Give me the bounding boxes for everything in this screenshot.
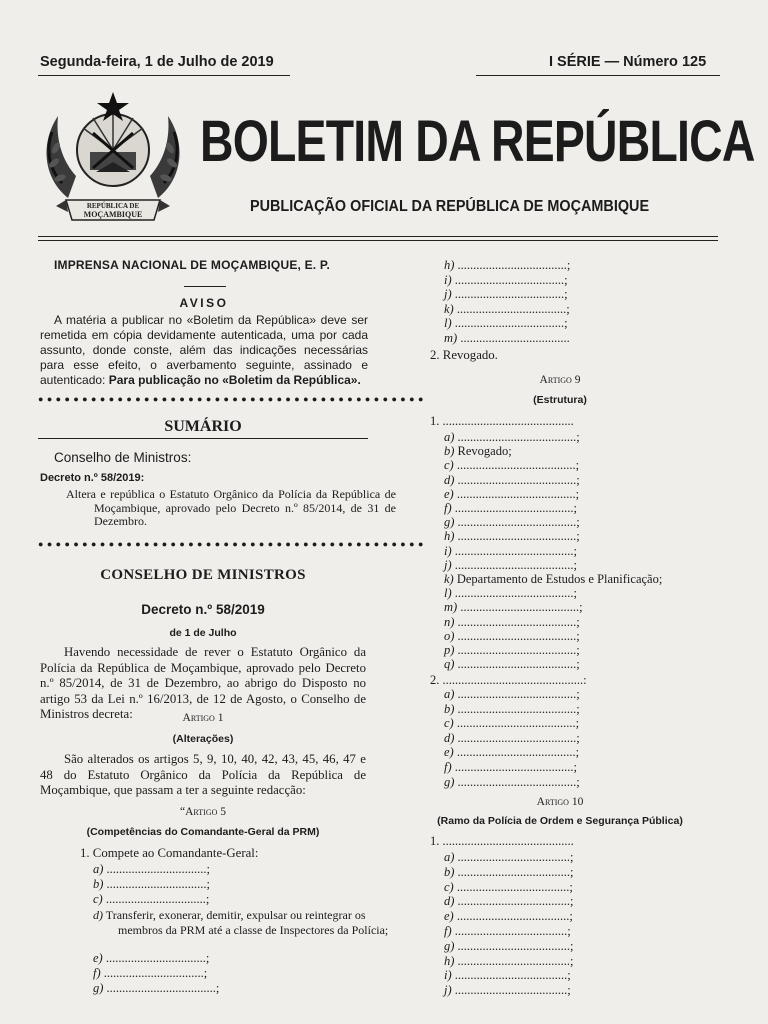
list-item <box>444 880 573 895</box>
list-item-text: ......................................; <box>457 730 580 745</box>
imprensa-heading: IMPRENSA NACIONAL DE MOÇAMBIQUE, E. P. <box>54 258 331 272</box>
list-item-text: Departamento de Estudos e Planificação; <box>456 572 663 586</box>
list-item <box>444 430 580 445</box>
list-item <box>93 951 209 966</box>
list-item-text: ....................................; <box>456 879 573 894</box>
list-item <box>444 657 580 672</box>
list-item-text: ...................................; <box>454 316 568 330</box>
list-item <box>444 939 574 954</box>
list-item-label: c) <box>444 716 454 731</box>
list-item-text: ....................................; <box>454 983 571 998</box>
publication-title: BOLETIM DA REPÚBLICA <box>200 109 755 174</box>
list-item-label: f) <box>93 966 101 980</box>
list-item-text: ...................................; <box>454 272 568 287</box>
list-item <box>444 258 570 273</box>
list-item-label: i) <box>444 968 452 983</box>
preamble: Havendo necessidade de rever o Estatuto Orgânico da Polícia da República de Moçambique, aprovado pelo Decreto n.º 85/2014, de 31 de Dezembro, ao abrigo do Disposto no artigo 53 da Lei n.º 16/2013, de 12 de Agosto, o Conselho de Ministros decreta: <box>40 645 366 722</box>
svg-text:REPÚBLICA DE: REPÚBLICA DE <box>86 202 140 210</box>
list-item <box>444 775 580 790</box>
artigo-10-sub: (Ramo da Polícia de Ordem e Segurança Pública) <box>437 815 683 827</box>
aviso-title: AVISO <box>179 296 229 310</box>
svg-text:MOÇAMBIQUE: MOÇAMBIQUE <box>83 210 143 219</box>
series-underline <box>476 75 720 76</box>
list-item-text: ...................................; <box>456 301 570 316</box>
list-item-text: ......................................; <box>457 657 580 672</box>
list-item-label: o) <box>444 628 455 643</box>
list-item-label: a) <box>444 687 455 701</box>
list-item <box>444 586 577 601</box>
issue-series-number: I SÉRIE — Número 125 <box>549 54 707 70</box>
list-item-label: i) <box>444 543 452 558</box>
list-item-text: ......................................; <box>457 614 580 629</box>
artigo-5-item-1: 1. Compete ao Comandante-Geral: <box>80 846 259 860</box>
list-item-text: ....................................; <box>454 924 571 938</box>
list-item-text: ......................................; <box>457 774 580 789</box>
artigo-9-par-1: 1. .......................................... <box>430 414 574 428</box>
issue-date: Segunda-feira, 1 de Julho de 2019 <box>40 54 274 70</box>
list-item-label: h) <box>444 953 455 968</box>
list-item <box>444 745 579 760</box>
list-item <box>444 600 583 615</box>
publication-subtitle: PUBLICAÇÃO OFICIAL DA REPÚBLICA DE MOÇAMBIQUE <box>250 198 650 215</box>
coat-of-arms-emblem <box>38 88 188 228</box>
list-item-label: f) <box>444 924 452 938</box>
list-item-text: ...................................; <box>106 981 220 995</box>
decreto-summary: Altera e república o Estatuto Orgânico da Polícia da República de Moçambique, aprovado pelo Decreto n.º 85/2014, de 31 de Dezembro. <box>66 487 396 528</box>
list-item-text: ....................................; <box>454 968 571 983</box>
list-item-text: ......................................; <box>457 628 580 643</box>
list-item <box>93 966 207 981</box>
list-item <box>444 687 580 702</box>
list-item-label: i) <box>444 272 452 287</box>
list-item-label: c) <box>444 458 454 473</box>
list-item-text: ................................... <box>460 330 570 345</box>
list-item-text: ......................................; <box>457 643 580 657</box>
list-item <box>444 716 579 731</box>
item-d-text: Transferir, exonerar, demitir, expulsar ou reintegrar os membros da PRM até a classe de Inspectores da Polícia; <box>105 908 389 937</box>
list-item-label: d) <box>444 894 455 909</box>
list-item <box>444 501 577 516</box>
list-item-label: a) <box>444 430 455 444</box>
bullet-divider-1: ●●●●●●●●●●●●●●●●●●●●●●●●●●●●●●●●●●●●●●●●●●●● <box>38 394 427 404</box>
list-item-text: ....................................; <box>457 953 574 968</box>
list-item <box>444 515 580 530</box>
list-item-label: b) <box>93 877 104 891</box>
list-item <box>444 316 568 331</box>
revogado-2: 2. Revogado. <box>430 348 498 362</box>
list-item <box>444 529 580 544</box>
list-item-label: n) <box>444 614 455 629</box>
list-item <box>444 629 580 644</box>
list-item-label: l) <box>444 316 452 330</box>
list-item-label: e) <box>444 745 454 760</box>
list-item-label: j) <box>444 983 452 998</box>
list-item <box>444 731 580 746</box>
list-item <box>444 968 571 983</box>
list-item-label: m) <box>444 330 458 345</box>
decreto-title: Decreto n.º 58/2019 <box>141 602 265 617</box>
list-item-text: ...................................; <box>454 287 568 301</box>
list-item-label: g) <box>444 774 455 789</box>
list-item-label: j) <box>444 287 452 301</box>
list-item-label: g) <box>444 938 455 953</box>
list-item <box>444 444 512 459</box>
list-item-text: ......................................; <box>457 515 580 530</box>
artigo-5-sub: (Competências do Comandante-Geral da PRM) <box>86 826 320 838</box>
list-item-text: ......................................; <box>457 687 580 701</box>
decreto-ref: Decreto n.º 58/2019: <box>40 472 145 484</box>
list-item-label: p) <box>444 643 455 657</box>
artigo-5-item-d <box>93 908 390 937</box>
list-item-text: ................................; <box>103 966 208 980</box>
list-item <box>444 473 580 488</box>
list-item <box>444 331 570 346</box>
list-item-text: ......................................; <box>460 600 583 615</box>
list-item <box>444 924 571 939</box>
list-item <box>93 862 210 877</box>
list-item <box>444 983 571 998</box>
list-item <box>444 909 573 924</box>
conselho-heading: CONSELHO DE MINISTROS <box>100 567 306 583</box>
list-item <box>444 850 574 865</box>
list-item <box>444 572 662 587</box>
sumario-rule <box>38 438 368 439</box>
list-item-text: ....................................; <box>457 894 574 909</box>
list-item-text: ......................................; <box>454 557 577 572</box>
list-item-label: e) <box>444 486 454 501</box>
list-item-text: ......................................; <box>457 472 580 487</box>
list-item-label: g) <box>444 515 455 530</box>
list-item-text: ......................................; <box>454 501 577 515</box>
list-item <box>444 273 568 288</box>
aviso-text <box>40 313 368 388</box>
list-item-text: ......................................; <box>457 529 580 544</box>
list-item <box>444 458 579 473</box>
list-item-label: h) <box>444 258 455 272</box>
artigo-10-heading: Artigo 10 <box>536 796 584 808</box>
list-item-text: Revogado; <box>457 444 512 459</box>
list-item-label: h) <box>444 529 455 544</box>
list-item <box>444 558 577 573</box>
list-item <box>93 981 219 996</box>
aviso-body: A matéria a publicar no «Boletim da República» deve ser remetida em cópia devidamente autenticada, uma por cada assunto, donde conste, além das indicações necessárias para esse efeito, o averbamento seguinte, assinado e autenticado: <box>40 313 368 387</box>
list-item <box>444 544 577 559</box>
list-item-text: ......................................; <box>457 701 580 716</box>
list-item <box>444 894 574 909</box>
list-item-label: a) <box>93 862 104 876</box>
list-item-label: k) <box>444 301 454 316</box>
conselho-label: Conselho de Ministros: <box>54 450 192 465</box>
list-item <box>444 702 580 717</box>
list-item <box>93 892 209 907</box>
list-item <box>444 865 574 880</box>
list-item-text: ....................................; <box>457 850 574 864</box>
list-item-text: ....................................; <box>457 864 574 879</box>
list-item <box>444 760 577 775</box>
list-item-text: ................................; <box>105 951 210 965</box>
artigo-5-heading: “Artigo 5 <box>180 806 226 818</box>
list-item-label: k) <box>444 572 454 586</box>
artigo-1-text: São alterados os artigos 5, 9, 10, 40, 42, 43, 45, 46, 47 e 48 do Estatuto Orgânico da Polícia da República de Moçambique, que passam a ter a seguinte redacção: <box>40 752 366 798</box>
list-item-text: ......................................; <box>457 430 580 444</box>
date-underline <box>38 75 290 76</box>
aviso-bold-line: Para publicação no «Boletim da República». <box>108 373 361 387</box>
list-item-text: ....................................; <box>457 938 574 953</box>
list-item-text: ......................................; <box>456 716 580 731</box>
header-rule-1 <box>38 236 718 237</box>
list-item-label: d) <box>444 730 455 745</box>
list-item <box>93 877 210 892</box>
list-item-label: e) <box>444 909 454 924</box>
list-item-text: ......................................; <box>454 586 577 601</box>
artigo-9-sub: (Estrutura) <box>533 394 587 406</box>
list-item <box>444 954 574 969</box>
sumario-title: SUMÁRIO <box>164 418 242 435</box>
list-item-label: b) <box>444 701 455 716</box>
decreto-date: de 1 de Julho <box>169 627 237 639</box>
list-item-label: b) <box>444 444 455 459</box>
list-item-text: ......................................; <box>456 458 580 473</box>
list-item-label: d) <box>444 472 455 487</box>
list-item-label: j) <box>444 557 452 572</box>
list-item <box>444 302 570 317</box>
list-item-label: m) <box>444 600 458 615</box>
list-item-text: ......................................; <box>454 760 577 774</box>
list-item <box>444 487 579 502</box>
list-item-label: a) <box>444 850 455 864</box>
list-item-text: ......................................; <box>456 486 580 501</box>
list-item-text: ...................................; <box>457 258 571 272</box>
aviso-rule <box>184 286 226 287</box>
artigo-9-par-2: 2. .............................................: <box>430 673 587 687</box>
list-item-label: c) <box>444 879 454 894</box>
list-item-label: b) <box>444 864 455 879</box>
bullet-divider-2: ●●●●●●●●●●●●●●●●●●●●●●●●●●●●●●●●●●●●●●●●●●●● <box>38 539 427 549</box>
artigo-10-par-1: 1. .......................................... <box>430 834 574 848</box>
list-item <box>444 643 580 658</box>
list-item-text: ......................................; <box>454 543 577 558</box>
list-item-label: c) <box>93 892 103 906</box>
list-item-text: ................................; <box>105 892 210 906</box>
list-item-label: q) <box>444 657 455 672</box>
list-item-label: f) <box>444 501 452 515</box>
list-item-label: e) <box>93 951 103 965</box>
list-item-text: ......................................; <box>456 745 580 760</box>
list-item <box>444 287 568 302</box>
list-item-label: f) <box>444 760 452 774</box>
item-d-label: d) <box>93 908 103 922</box>
artigo-1-sub: (Alterações) <box>172 733 234 745</box>
list-item-label: g) <box>93 981 104 995</box>
list-item-text: ................................; <box>106 862 211 876</box>
list-item-label: l) <box>444 586 452 601</box>
artigo-1-heading: Artigo 1 <box>182 712 224 724</box>
artigo-9-heading: Artigo 9 <box>539 374 581 386</box>
list-item <box>444 615 580 630</box>
list-item-text: ................................; <box>106 877 211 891</box>
header-rule-2 <box>38 240 718 241</box>
list-item-text: ....................................; <box>456 909 573 924</box>
